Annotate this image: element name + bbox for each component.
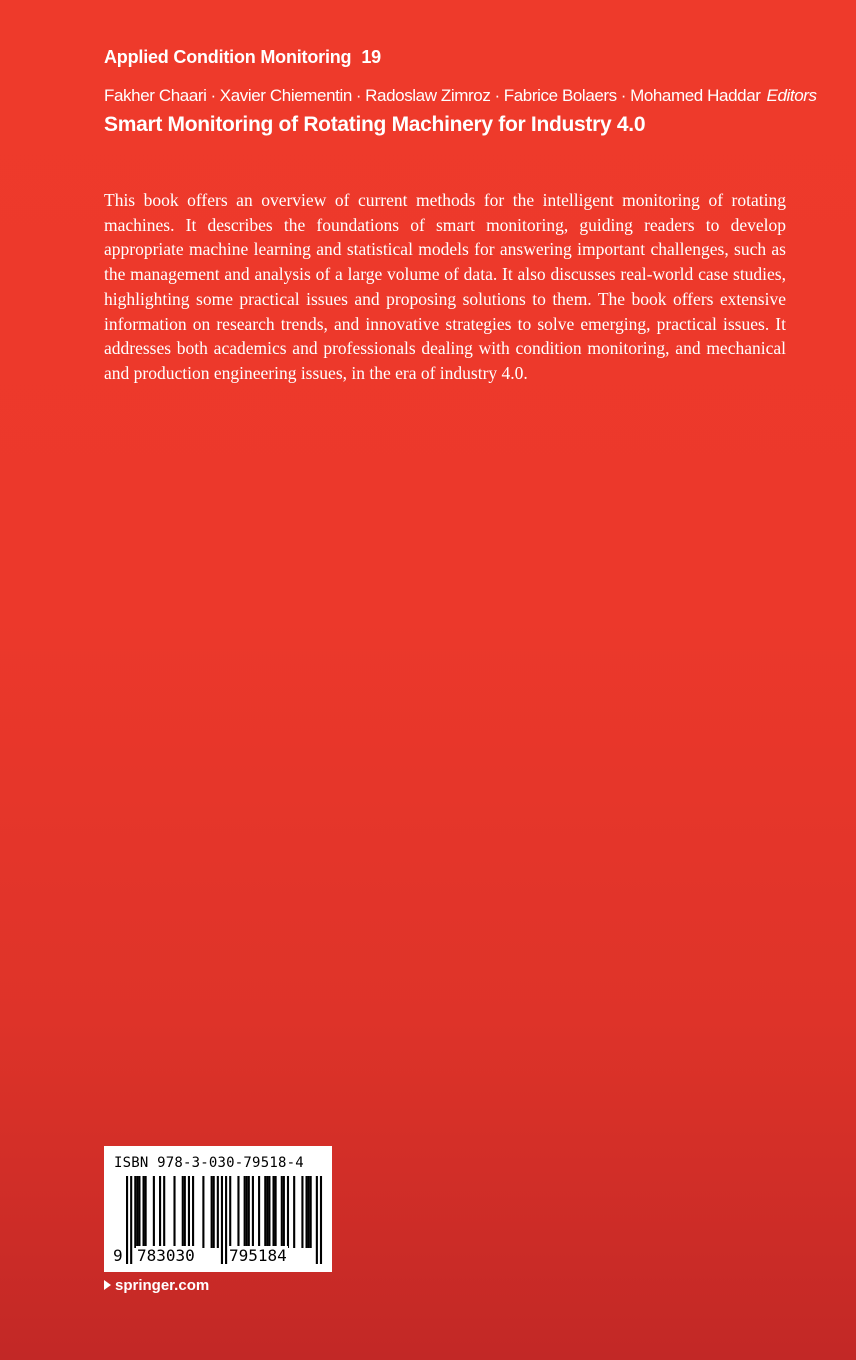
- barcode-bar: [264, 1176, 266, 1248]
- editor-name: Fabrice Bolaers: [503, 86, 617, 105]
- barcode-bar: [173, 1176, 175, 1248]
- publisher-url: springer.com: [115, 1277, 210, 1294]
- barcode-bar: [301, 1176, 303, 1248]
- editor-separator: ·: [620, 86, 627, 105]
- book-description: This book offers an overview of current methods for the intelligent monitoring of rotating machines. It describes the foundations of smart monitoring, guiding readers to develop appropriate machine learning and statistical models for answering important challenges, such as the management and analysis of a large volume of data. It also discusses real-world case studies, highlighting some practical issues and proposing solutions to them. The book offers extensive information on research trends, and innovative strategies to solve emerging, practical issues. It addresses both academics and professionals dealing with condition monitoring, and mechanical and production engineering issues, in the era of industry 4.0.: [104, 190, 786, 383]
- barcode-bar: [310, 1176, 312, 1248]
- barcode-bar: [252, 1176, 254, 1248]
- barcode-bar: [192, 1176, 194, 1248]
- series-number: 19: [361, 47, 381, 67]
- barcode-bar: [202, 1176, 204, 1248]
- barcode-bar: [134, 1176, 136, 1248]
- barcode-bar: [246, 1176, 248, 1248]
- barcode-bar: [308, 1176, 310, 1248]
- barcode-bar: [268, 1176, 270, 1248]
- book-title: Smart Monitoring of Rotating Machinery for Industry 4.0: [104, 113, 646, 136]
- barcode-bar: [293, 1176, 295, 1248]
- editor-separator: ·: [494, 86, 500, 105]
- editor-separator: ·: [210, 86, 216, 105]
- editors-role: Editors: [766, 86, 817, 105]
- isbn-barcode: [104, 1146, 332, 1272]
- isbn-label: ISBN 978-3-030-79518-4: [114, 1155, 304, 1171]
- barcode-bar: [237, 1176, 239, 1248]
- barcode-bar: [143, 1176, 145, 1248]
- barcode-bar: [225, 1176, 227, 1264]
- barcode-bar: [163, 1176, 165, 1248]
- barcode-bar: [211, 1176, 213, 1248]
- barcode-bar: [136, 1176, 138, 1248]
- barcode-bar: [217, 1176, 219, 1248]
- editors-line: [104, 86, 817, 106]
- barcode-bar: [229, 1176, 231, 1248]
- barcode-bar: [138, 1176, 140, 1248]
- barcode-digits-right: 795184: [229, 1246, 287, 1265]
- barcode-bar: [145, 1176, 147, 1248]
- barcode-bar: [305, 1176, 307, 1248]
- arrow-right-icon: [104, 1280, 111, 1290]
- barcode-bar: [266, 1176, 268, 1248]
- barcode-bar: [287, 1176, 289, 1248]
- series-name: Applied Condition Monitoring: [104, 47, 352, 67]
- barcode-bar: [272, 1176, 274, 1248]
- barcode-bar: [159, 1176, 161, 1248]
- editor-separator: ·: [355, 86, 362, 105]
- publisher-link[interactable]: [104, 1277, 209, 1294]
- barcode-bar: [283, 1176, 285, 1248]
- barcode-bar: [213, 1176, 215, 1248]
- editor-name: Radoslaw Zimroz: [365, 86, 491, 105]
- barcode-bar: [130, 1176, 132, 1264]
- editor-name: Mohamed Haddar: [630, 86, 761, 105]
- editor-name: Xavier Chiementin: [219, 86, 352, 105]
- barcode-bar: [244, 1176, 246, 1248]
- barcode-bar: [221, 1176, 223, 1264]
- barcode-bar: [281, 1176, 283, 1248]
- editor-name: Fakher Chaari: [104, 86, 207, 105]
- barcode-bar: [184, 1176, 186, 1248]
- barcode-bar: [153, 1176, 155, 1248]
- barcode-digits-left: 783030: [137, 1246, 195, 1265]
- series-line: [104, 47, 381, 68]
- barcode-bar: [320, 1176, 322, 1264]
- barcode-bar: [275, 1176, 277, 1248]
- barcode-bar: [126, 1176, 128, 1264]
- barcode-bar: [316, 1176, 318, 1264]
- barcode-bar: [188, 1176, 190, 1248]
- barcode-bar: [248, 1176, 250, 1248]
- barcode-bar: [258, 1176, 260, 1248]
- barcode-bar: [182, 1176, 184, 1248]
- barcode-digit-first: 9: [113, 1246, 123, 1265]
